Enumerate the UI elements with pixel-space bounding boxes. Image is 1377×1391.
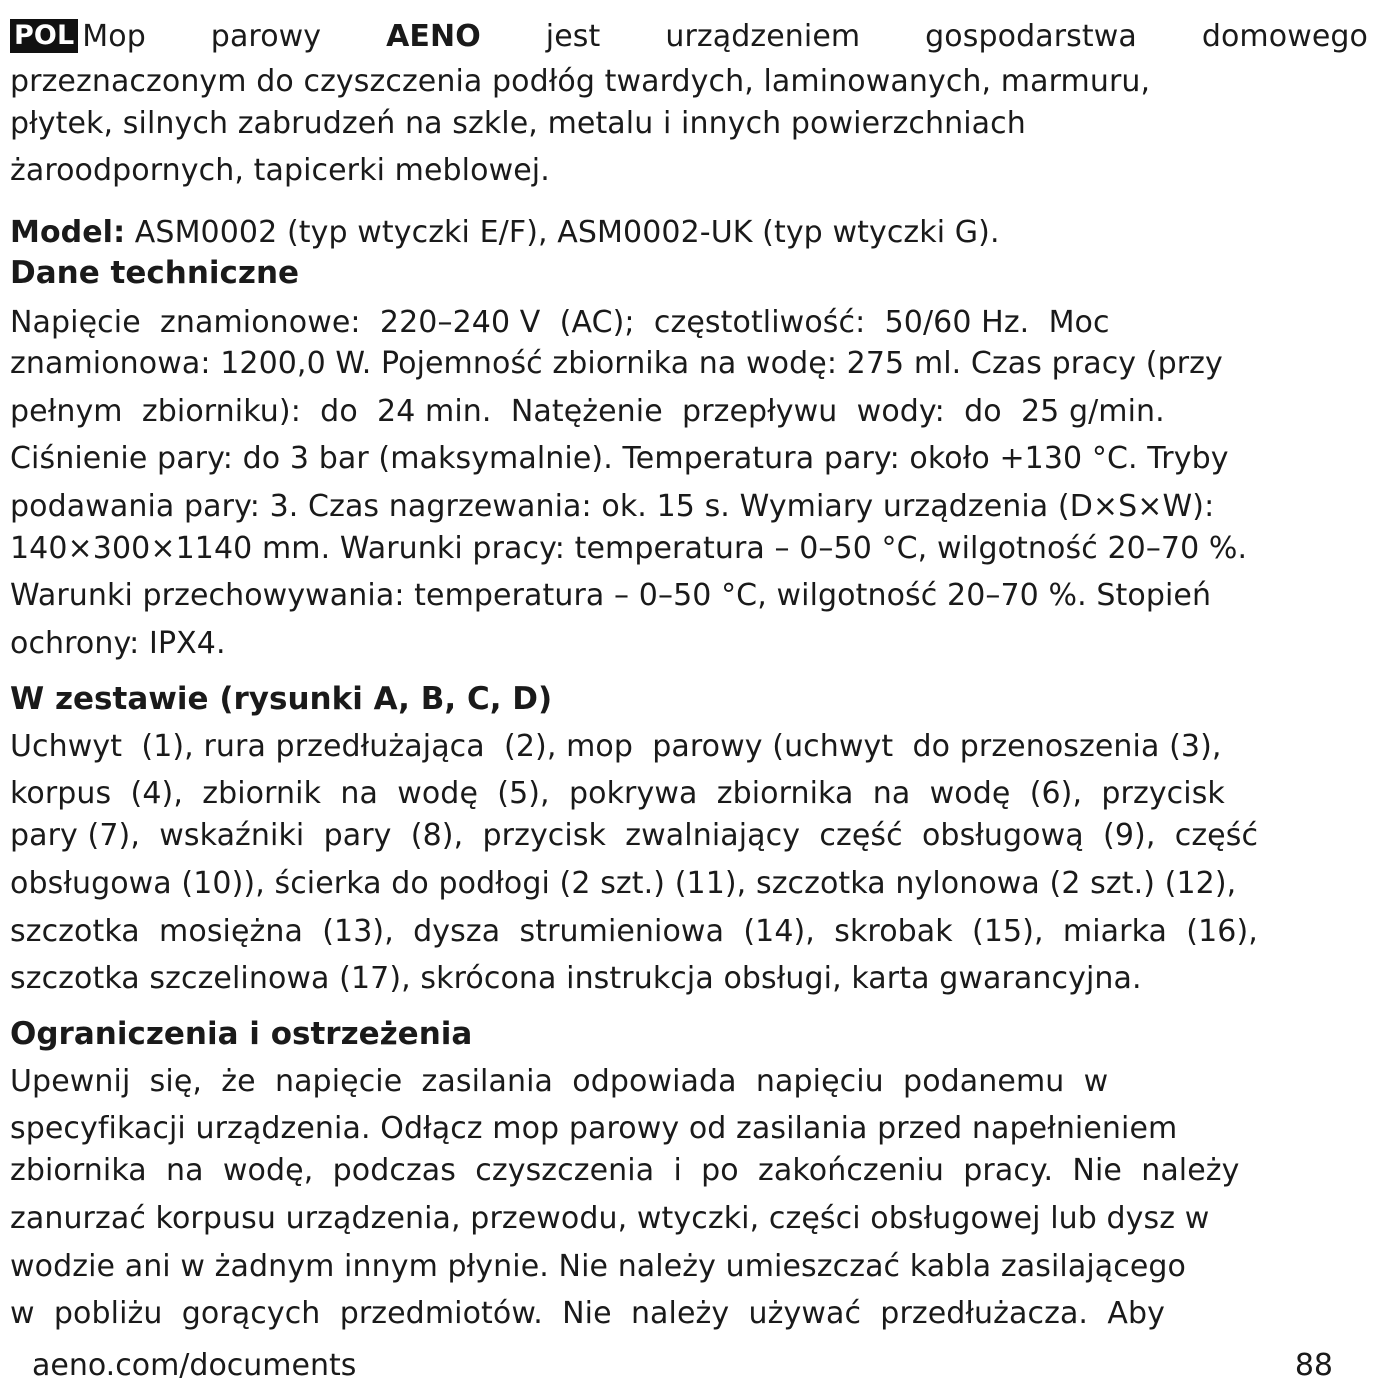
- intro-line-4: żaroodpornych, tapicerki meblowej.: [10, 153, 550, 188]
- language-badge: POL: [10, 19, 78, 53]
- footer-url: aeno.com/documents: [32, 1348, 357, 1383]
- kit-line: Uchwyt (1), rura przedłużająca (2), mop parowy (uchwyt do przenoszenia (3),: [10, 729, 1222, 764]
- specs-line: ochrony: IPX4.: [10, 626, 226, 661]
- model-label: Model:: [10, 215, 126, 250]
- intro-word: Mop: [82, 19, 146, 54]
- warnings-heading: Ograniczenia i ostrzeżenia: [10, 1016, 473, 1052]
- kit-line: obsługowa (10)), ścierka do podłogi (2 szt.) (11), szczotka nylonowa (2 szt.) (12),: [10, 866, 1237, 901]
- intro-word: gospodarstwa: [925, 19, 1137, 54]
- specs-line: pełnym zbiorniku): do 24 min. Natężenie przepływu wody: do 25 g/min.: [10, 394, 1165, 429]
- intro-word: domowego: [1201, 19, 1368, 54]
- intro-word: parowy: [210, 19, 322, 54]
- kit-line: korpus (4), zbiornik na wodę (5), pokrywa zbiornika na wodę (6), przycisk: [10, 776, 1225, 811]
- kit-heading: W zestawie (rysunki A, B, C, D): [10, 681, 553, 717]
- specs-line: znamionowa: 1200,0 W. Pojemność zbiornika na wodę: 275 ml. Czas pracy (przy: [10, 346, 1223, 381]
- specs-line: Napięcie znamionowe: 220–240 V (AC); częstotliwość: 50/60 Hz. Moc: [10, 305, 1110, 340]
- warnings-line: specyfikacji urządzenia. Odłącz mop parowy od zasilania przed napełnieniem: [10, 1111, 1178, 1146]
- intro-first-segment: [10, 14, 146, 60]
- warnings-line: Upewnij się, że napięcie zasilania odpowiada napięciu podanemu w: [10, 1064, 1109, 1099]
- page-number: 88: [1294, 1348, 1333, 1383]
- intro-word: urządzeniem: [665, 19, 861, 54]
- intro-line-3: płytek, silnych zabrudzeń na szkle, metalu i innych powierzchniach: [10, 106, 1026, 141]
- kit-line: szczotka mosiężna (13), dysza strumieniowa (14), skrobak (15), miarka (16),: [10, 914, 1258, 949]
- intro-word: jest: [545, 19, 601, 54]
- kit-line: pary (7), wskaźniki pary (8), przycisk zwalniający część obsługową (9), część: [10, 818, 1259, 853]
- warnings-line: wodzie ani w żadnym innym płynie. Nie należy umieszczać kabla zasilającego: [10, 1249, 1186, 1284]
- model-text: ASM0002 (typ wtyczki E/F), ASM0002-UK (typ wtyczki G).: [125, 215, 1000, 250]
- specs-line: Ciśnienie pary: do 3 bar (maksymalnie). Temperatura pary: około +130 °C. Tryby: [10, 441, 1229, 476]
- specs-heading: Dane techniczne: [10, 255, 300, 291]
- specs-line: 140×300×1140 mm. Warunki pracy: temperatura – 0–50 °C, wilgotność 20–70 %.: [10, 531, 1248, 566]
- specs-line: podawania pary: 3. Czas nagrzewania: ok. 15 s. Wymiary urządzenia (D×S×W):: [10, 489, 1215, 524]
- warnings-line: zbiornika na wodę, podczas czyszczenia i po zakończeniu pracy. Nie należy: [10, 1153, 1240, 1188]
- kit-line: szczotka szczelinowa (17), skrócona instrukcja obsługi, karta gwarancyjna.: [10, 961, 1142, 996]
- warnings-line: w pobliżu gorących przedmiotów. Nie należy używać przedłużacza. Aby: [10, 1296, 1165, 1331]
- brand-name: AENO: [386, 19, 481, 54]
- intro-line-2: przeznaczonym do czyszczenia podłóg twardych, laminowanych, marmuru,: [10, 64, 1151, 99]
- intro-line-1: [10, 14, 1368, 60]
- warnings-line: zanurzać korpusu urządzenia, przewodu, wtyczki, części obsługowej lub dysz w: [10, 1201, 1210, 1236]
- specs-line: Warunki przechowywania: temperatura – 0–50 °C, wilgotność 20–70 %. Stopień: [10, 578, 1212, 613]
